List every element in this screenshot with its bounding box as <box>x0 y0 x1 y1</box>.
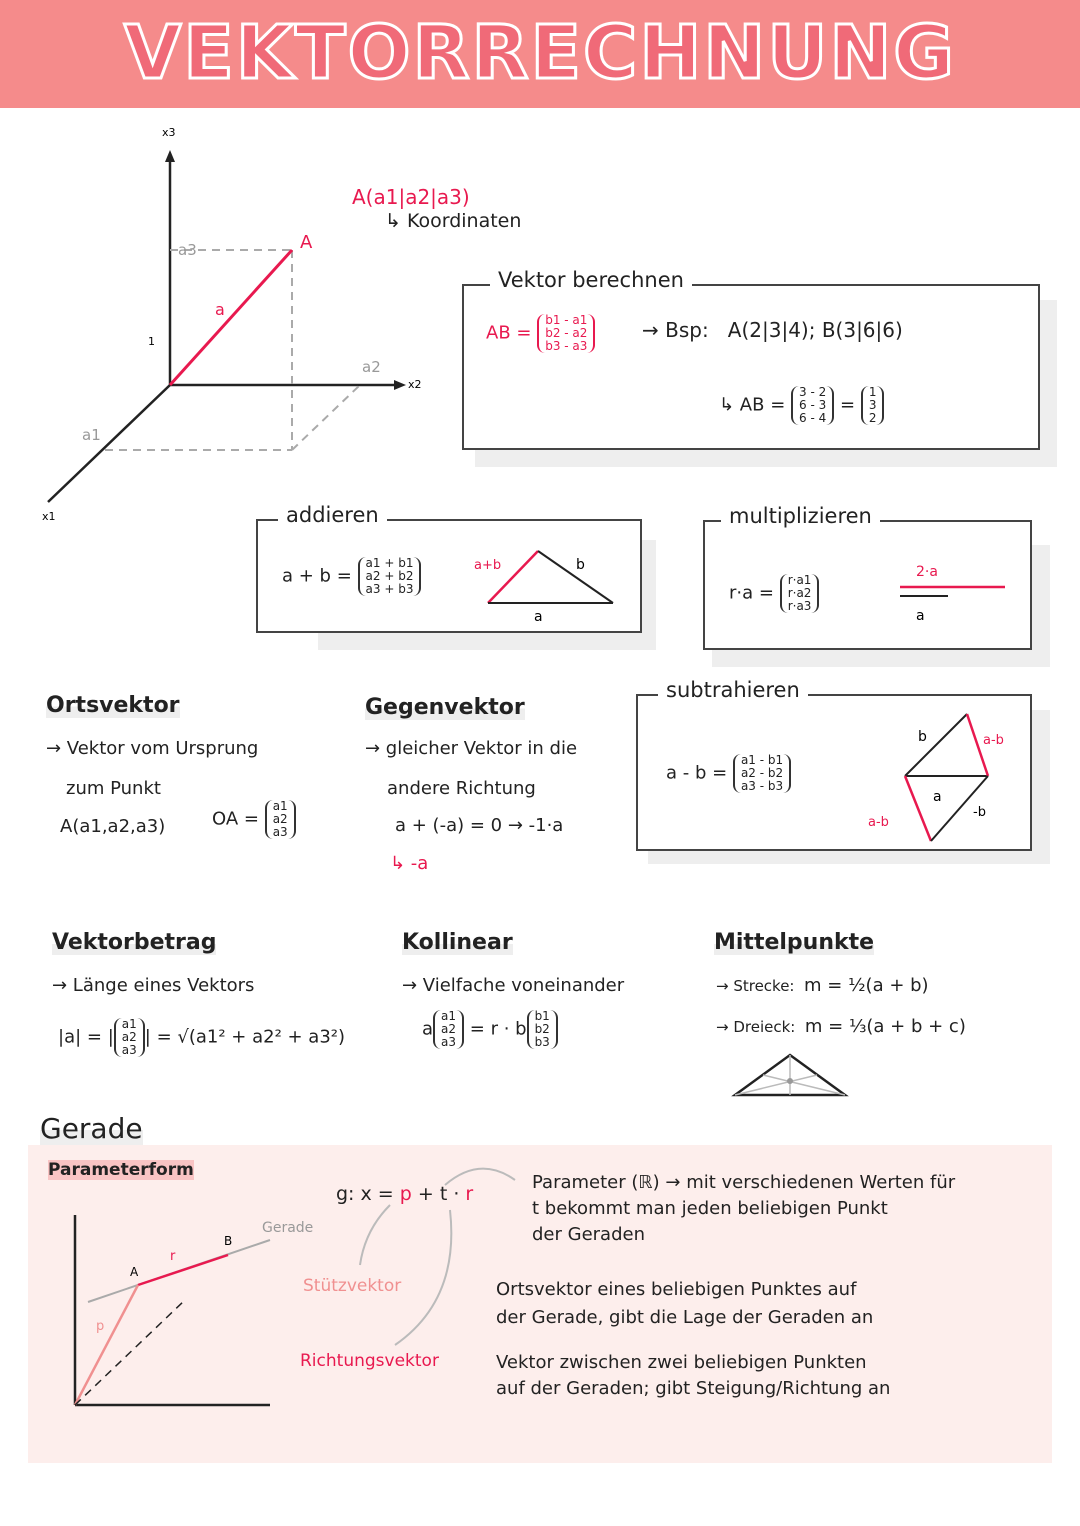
result-lhs: ↳ AB = <box>719 394 786 416</box>
text: b1 - a1 <box>545 313 588 327</box>
text: auf der Geraden; gibt Steigung/Richtung an <box>496 1378 891 1399</box>
parameterform-heading: Parameterform <box>48 1160 194 1180</box>
coordinates-note: ↳ Koordinaten <box>385 210 522 232</box>
text: 3 - 2 <box>799 385 827 399</box>
annotation-arrows <box>350 1160 520 1360</box>
text: a3 <box>272 825 288 839</box>
richtungsvektor-explanation <box>496 1350 890 1402</box>
text: a-b <box>983 733 1004 748</box>
text: 3 <box>868 398 877 412</box>
text: p <box>399 1183 412 1205</box>
text: b <box>918 729 927 745</box>
text: p <box>96 1319 105 1334</box>
ortsvektor-point: A(a1,a2,a3) <box>60 816 166 837</box>
point-a-label: A <box>300 232 313 253</box>
element <box>105 250 360 450</box>
element <box>666 754 791 793</box>
vector-a-label: a <box>215 300 225 319</box>
element <box>486 314 595 353</box>
stuetzvektor-label: Stützvektor <box>303 1276 402 1296</box>
element <box>719 386 884 425</box>
element <box>716 1016 966 1037</box>
text: a3 - b3 <box>740 779 784 793</box>
richtungsvektor-label: Richtungsvektor <box>300 1351 439 1371</box>
kollinear-matrix-b <box>527 1010 558 1049</box>
betrag-matrix <box>114 1018 145 1057</box>
text: der Gerade, gibt die Lage der Geraden an <box>496 1307 874 1328</box>
text: 6 - 4 <box>799 411 827 425</box>
element <box>445 1169 515 1185</box>
mittelpunkte-heading: Mittelpunkte <box>714 930 875 955</box>
result-matrix <box>791 386 834 425</box>
mult-lhs: r·a = <box>729 582 774 604</box>
element <box>422 1010 558 1049</box>
vector-a-arrow <box>170 250 292 385</box>
line-diagram <box>40 1200 340 1440</box>
vektorbetrag-heading: Vektorbetrag <box>52 930 217 955</box>
add-matrix <box>358 557 422 596</box>
mult-matrix <box>780 574 820 613</box>
box-label: addieren <box>278 503 387 527</box>
text: der Geraden <box>532 1224 645 1245</box>
kollinear-heading: Kollinear <box>402 930 513 955</box>
page-title: VEKTORRECHNUNG <box>124 10 956 96</box>
text: a <box>534 609 543 625</box>
element <box>716 975 929 996</box>
sub-matrix <box>733 754 791 793</box>
element <box>292 385 360 450</box>
text: a+b <box>474 558 502 573</box>
text: b3 - a3 <box>545 339 588 353</box>
text: → Dreieck: <box>716 1018 796 1036</box>
box-label: subtrahieren <box>658 678 808 702</box>
element <box>212 800 296 839</box>
text: Ortsvektor eines beliebigen Punktes auf <box>496 1279 857 1300</box>
sub-lhs: a - b = <box>666 762 728 784</box>
text: |a| = <box>58 1026 102 1048</box>
element <box>138 1255 228 1285</box>
gegenvektor-heading: Gegenvektor <box>365 695 525 720</box>
element <box>282 557 421 596</box>
text: a2 <box>121 1030 137 1044</box>
a3-label: a3 <box>178 241 197 259</box>
text: = <box>839 394 856 416</box>
element <box>642 318 903 342</box>
text: a1 <box>441 1009 457 1023</box>
text: b <box>576 557 585 573</box>
ortsvektor-heading: Ortsvektor <box>46 693 180 718</box>
text: 1 <box>868 385 877 399</box>
text: → Strecke: <box>716 977 795 995</box>
x1-axis <box>48 385 170 502</box>
text: a2 - b2 <box>740 766 784 780</box>
ab-matrix <box>537 314 595 353</box>
text: b2 - a2 <box>545 326 588 340</box>
text: Parameter (ℝ) → mit verschiedenen Werten für <box>532 1172 956 1193</box>
text: r·a3 <box>787 599 812 613</box>
text: a <box>916 608 925 624</box>
text: r <box>465 1183 474 1205</box>
text: = r · b <box>469 1018 527 1040</box>
element <box>905 714 967 776</box>
text: a2 + b2 <box>365 569 414 583</box>
element <box>729 574 819 613</box>
element <box>75 1300 185 1405</box>
text: a1 + b1 <box>365 556 414 570</box>
text: r <box>170 1249 176 1264</box>
x3-label: x3 <box>162 126 176 139</box>
kollinear-matrix-a <box>433 1010 464 1049</box>
box-label: Vektor berechnen <box>490 268 692 292</box>
element <box>735 1055 845 1095</box>
text: b3 <box>534 1035 550 1049</box>
text: a3 <box>121 1043 137 1057</box>
point-notation: A(a1|a2|a3) <box>352 185 470 209</box>
vector-subtraction-diagram <box>863 706 1033 846</box>
addieren-box <box>256 503 642 633</box>
add-lhs: a + b = <box>282 565 352 587</box>
text: a1 - b1 <box>740 753 784 767</box>
triangle-centroid-icon <box>730 1050 855 1100</box>
gerade-heading: Gerade <box>40 1112 143 1145</box>
vektorbetrag-text: → Länge eines Vektors <box>52 975 255 996</box>
text: 2 <box>868 411 877 425</box>
subtrahieren-box <box>636 678 1032 851</box>
text: g: x = <box>336 1183 394 1205</box>
example-label: → Bsp: <box>642 318 709 342</box>
gegenvektor-formula: a + (-a) = 0 → -1·a <box>395 815 564 836</box>
text: a3 <box>441 1035 457 1049</box>
result-values <box>861 386 885 425</box>
text: B <box>224 1234 233 1248</box>
element <box>75 1285 138 1405</box>
text: 2·a <box>916 564 938 580</box>
oa-lhs: OA = <box>212 808 259 830</box>
text: a1 <box>272 799 288 813</box>
tick-label: 1 <box>148 335 155 348</box>
text: + t · <box>417 1183 460 1205</box>
text: a1 <box>121 1017 137 1031</box>
element <box>165 150 175 162</box>
ortsvektor-text: zum Punkt <box>66 778 161 799</box>
text: a3 + b3 <box>365 582 414 596</box>
text: 6 - 3 <box>799 398 827 412</box>
vector-addition-diagram <box>474 541 628 625</box>
vektor-berechnen-box <box>462 268 1040 450</box>
text: a-b <box>868 815 889 830</box>
text: -b <box>973 805 986 820</box>
ab-lhs: AB = <box>486 322 532 344</box>
ortsvektor-text: → Vektor vom Ursprung <box>46 738 259 759</box>
text: r·a2 <box>787 586 812 600</box>
dreieck-formula: m = ⅓(a + b + c) <box>804 1016 966 1037</box>
box-label: multiplizieren <box>721 504 880 528</box>
text: Gerade <box>262 1220 314 1236</box>
gegenvektor-text: andere Richtung <box>387 778 536 799</box>
gegenvektor-text: → gleicher Vektor in die <box>365 738 578 759</box>
element <box>395 1210 451 1345</box>
stuetzvektor-explanation <box>496 1276 873 1332</box>
a1-label: a1 <box>82 426 101 444</box>
oa-matrix <box>265 800 296 839</box>
text: a <box>933 789 942 805</box>
gegenvektor-result: ↳ -a <box>390 853 429 874</box>
a2-label: a2 <box>362 358 381 376</box>
strecke-formula: m = ½(a + b) <box>804 975 929 996</box>
kollinear-text: → Vielfache voneinander <box>402 975 625 996</box>
parameter-explanation <box>532 1170 955 1248</box>
text: r·a1 <box>787 573 812 587</box>
multiplizieren-box <box>703 504 1032 650</box>
text: t bekommt man jeden beliebigen Punkt <box>532 1198 888 1219</box>
x2-label: x2 <box>408 378 422 391</box>
text: Vektor zwischen zwei beliebigen Punkten <box>496 1352 867 1373</box>
text: b1 <box>534 1009 550 1023</box>
element <box>394 380 406 390</box>
text: b2 <box>534 1022 550 1036</box>
element <box>360 1205 390 1265</box>
text: A <box>130 1265 139 1279</box>
text: a2 <box>272 812 288 826</box>
element <box>787 1078 793 1084</box>
text: a <box>422 1018 434 1040</box>
scalar-multiplication-diagram <box>890 554 1020 629</box>
x1-label: x1 <box>42 510 56 523</box>
element: |a| = | a1 a2 a3 | = √(a1² + a2² + a3²) <box>58 1017 346 1057</box>
example-points: A(2|3|4); B(3|6|6) <box>727 318 903 342</box>
element <box>905 776 931 841</box>
text: a2 <box>441 1022 457 1036</box>
betrag-formula: = √(a1² + a2² + a3²) <box>156 1026 346 1048</box>
